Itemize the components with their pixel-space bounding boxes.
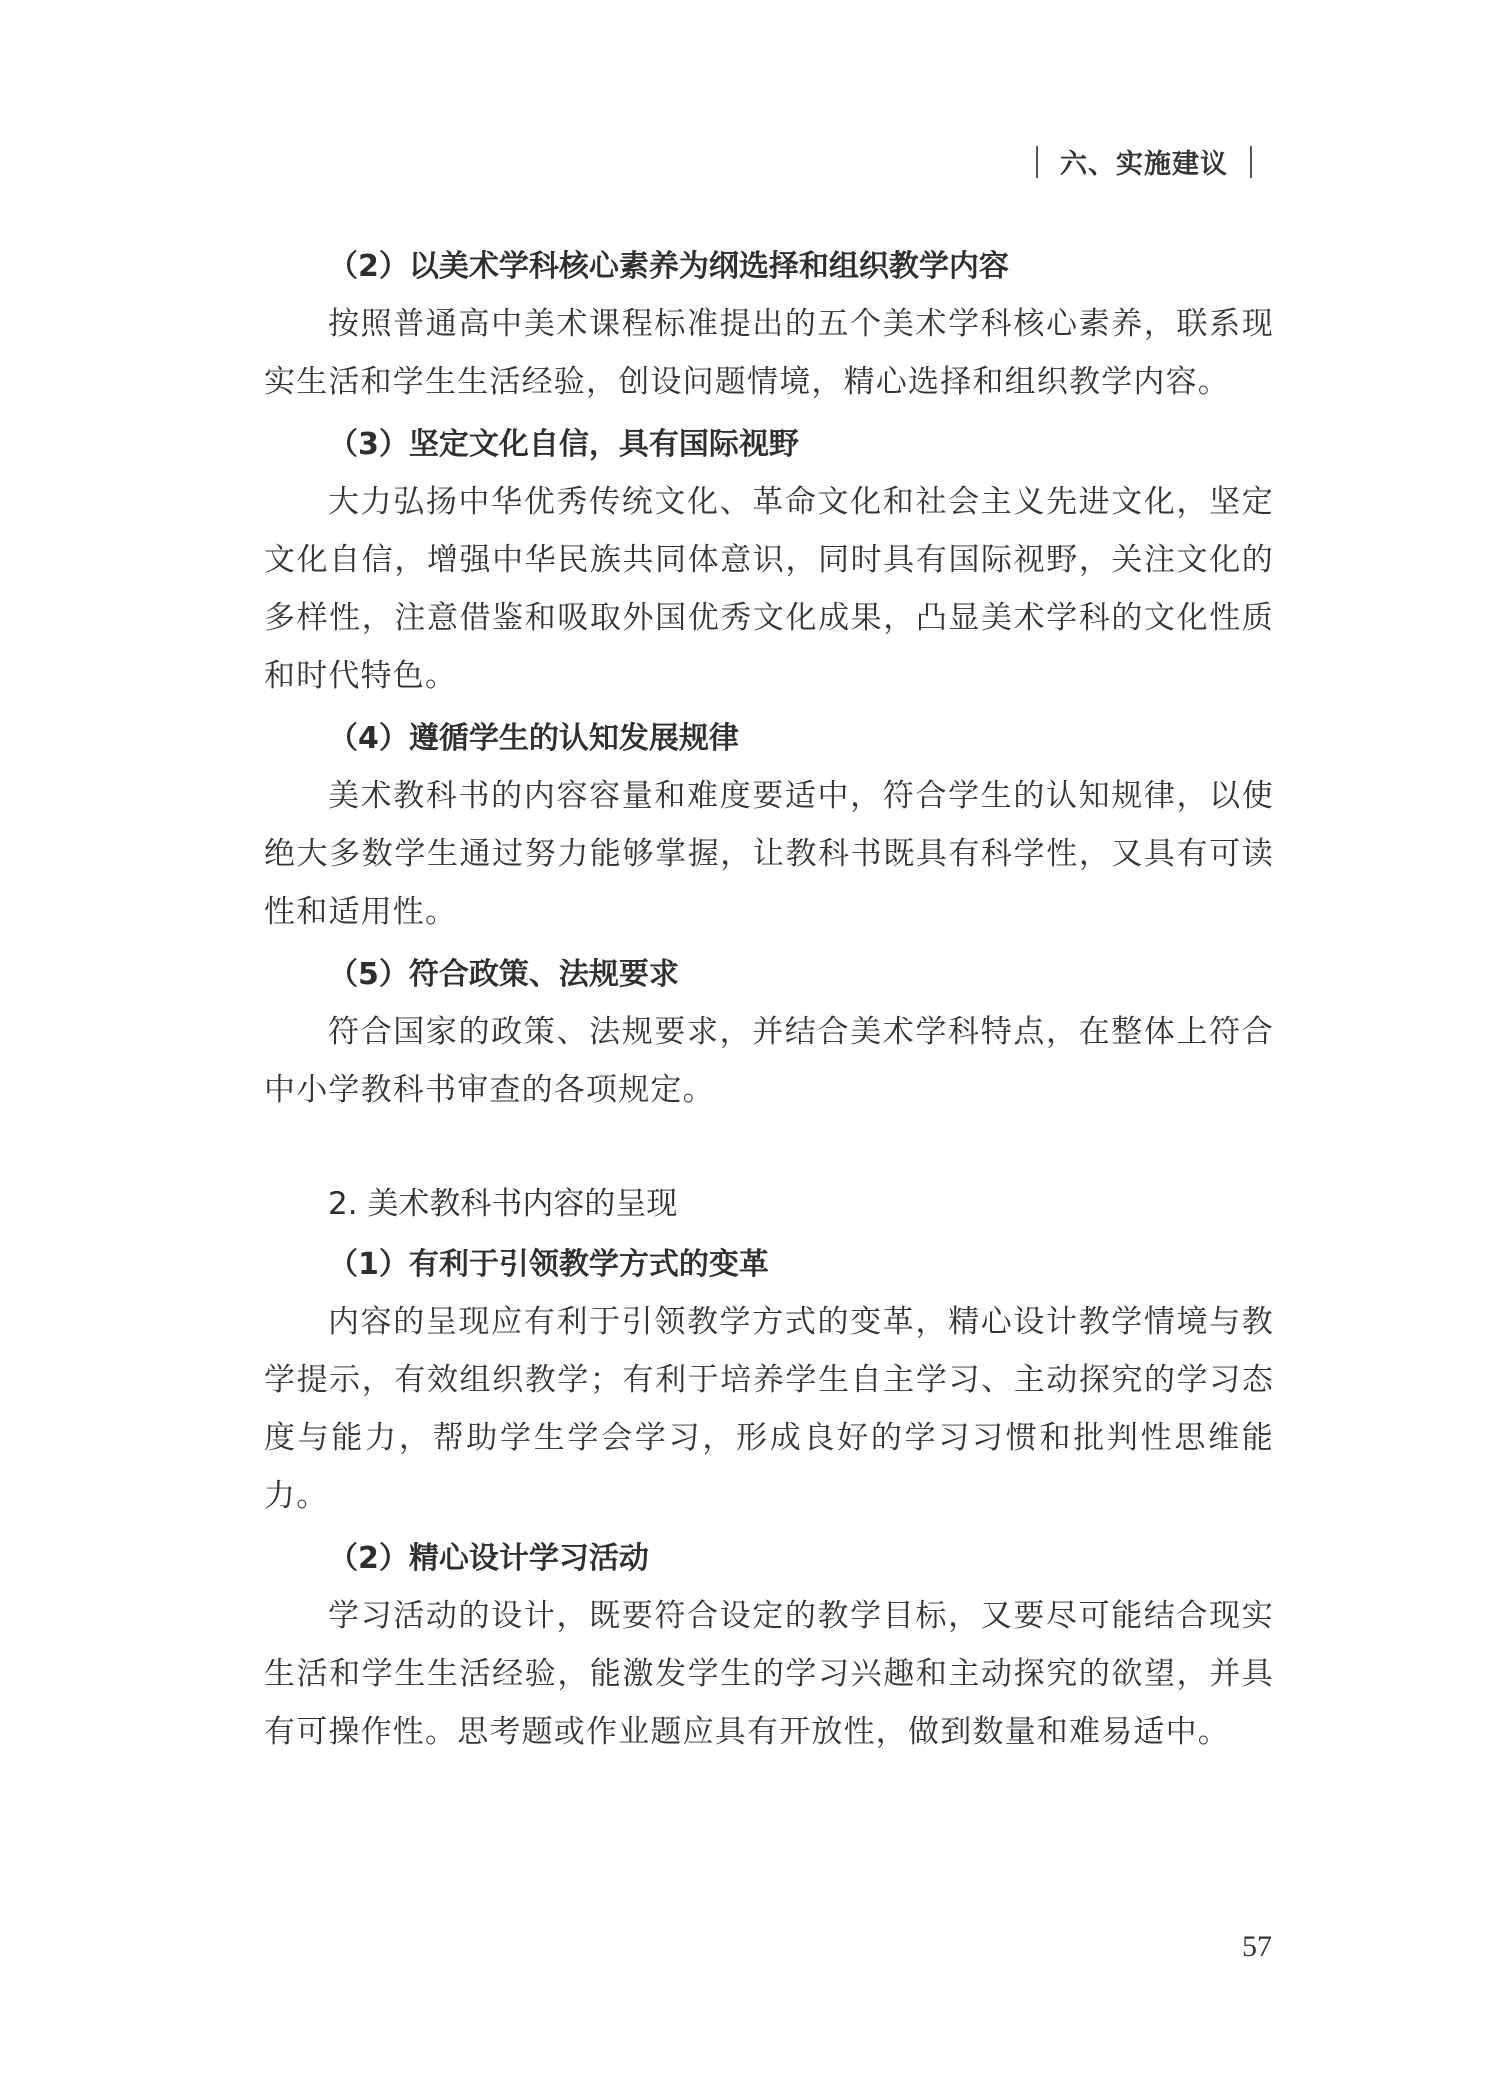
- page-number: 57: [1242, 1930, 1272, 1963]
- subheading-learning-activities: （2）精心设计学习活动: [328, 1541, 649, 1576]
- subheading-teaching-reform: （1）有利于引领教学方式的变革: [328, 1247, 769, 1282]
- header-left-bar: [1036, 146, 1038, 178]
- subheading-cognitive-development: （4）遵循学生的认知发展规律: [328, 721, 739, 756]
- paragraph-content-selection: 按照普通高中美术课程标准提出的五个美术学科核心素养，联系现实生活和学生生活经验，创设问题情境，精心选择和组织教学内容。: [264, 306, 1274, 400]
- paragraph-policy-requirements: 符合国家的政策、法规要求，并结合美术学科特点，在整体上符合中小学教科书审查的各项规定。: [264, 1014, 1274, 1108]
- page-body: [264, 239, 1274, 1761]
- header-title: 六、实施建议: [1060, 149, 1228, 180]
- header-right-bar: [1250, 146, 1252, 178]
- running-header: [1014, 142, 1274, 181]
- subheading-content-selection: （2）以美术学科核心素养为纲选择和组织教学内容: [328, 249, 1009, 284]
- paragraph-cultural-confidence: 大力弘扬中华优秀传统文化、革命文化和社会主义先进文化，坚定文化自信，增强中华民族共同体意识，同时具有国际视野，关注文化的多样性，注意借鉴和吸取外国优秀文化成果，凸显美术学科的文化性质和时代特色。: [264, 484, 1274, 694]
- paragraph-teaching-reform: 内容的呈现应有利于引领教学方式的变革，精心设计教学情境与教学提示，有效组织教学；有利于培养学生自主学习、主动探究的学习态度与能力，帮助学生学会学习，形成良好的学习习惯和批判性思维能力。: [264, 1304, 1274, 1514]
- paragraph-learning-activities: 学习活动的设计，既要符合设定的教学目标，又要尽可能结合现实生活和学生生活经验，能激发学生的学习兴趣和主动探究的欲望，并具有可操作性。思考题或作业题应具有开放性，做到数量和难易适中。: [264, 1598, 1274, 1750]
- subheading-policy-requirements: （5）符合政策、法规要求: [328, 957, 679, 992]
- paragraph-cognitive-development: 美术教科书的内容容量和难度要适中，符合学生的认知规律，以使绝大多数学生通过努力能够掌握，让教科书既具有科学性，又具有可读性和适用性。: [264, 778, 1274, 930]
- subheading-cultural-confidence: （3）坚定文化自信，具有国际视野: [328, 427, 799, 462]
- section-title-content-presentation: 2. 美术教科书内容的呈现: [328, 1186, 678, 1222]
